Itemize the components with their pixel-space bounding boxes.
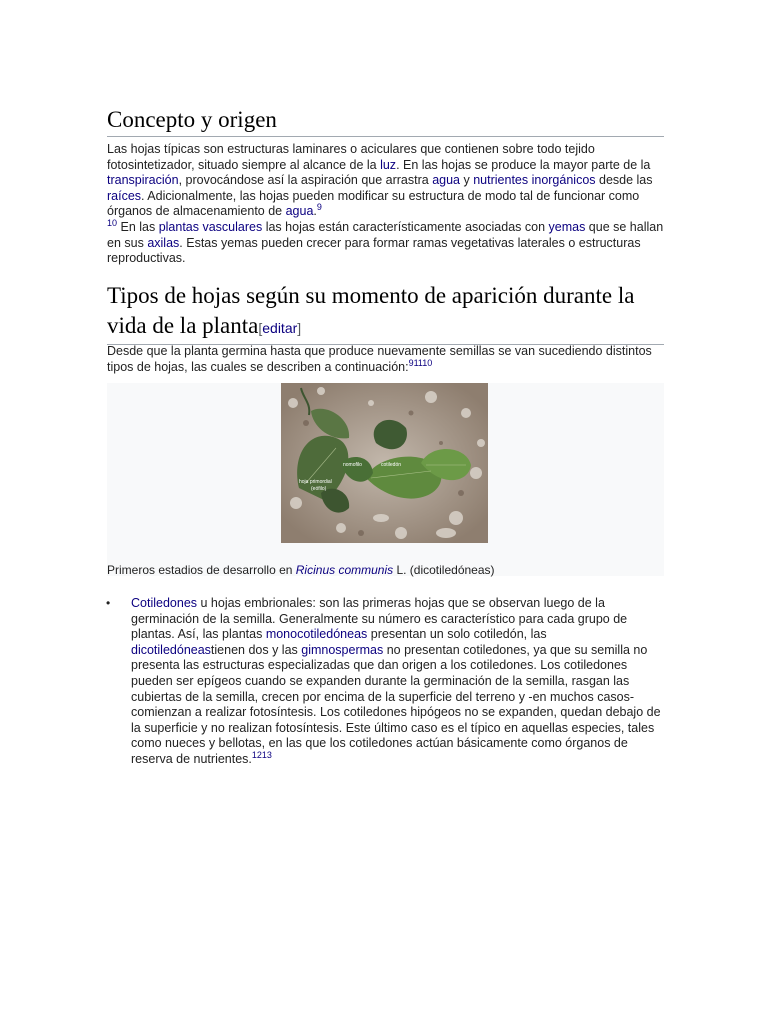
leaf-types-list xyxy=(107,596,664,768)
photo-label-nomofilo: nomofilo xyxy=(343,462,362,468)
link-nutrientes-inorganicos[interactable]: nutrientes inorgánicos xyxy=(473,173,596,188)
paragraph-tipos-intro: Desde que la planta germina hasta que produce nuevamente semillas se van sucediendo distintos tipos de hojas, las cuales se describen a continuación:$^{91110}$ xyxy=(107,344,652,374)
link-monocotiledoneas[interactable]: monocotiledóneas xyxy=(265,627,368,642)
edit-link[interactable]: editar xyxy=(262,320,298,336)
link-yemas[interactable]: yemas xyxy=(548,219,586,234)
photo-label-eofilo: (eófilo) xyxy=(311,486,327,492)
section-heading-tipos: Tipos de hojas según su momento de aparición durante la vida de la planta[editar] xyxy=(107,281,664,345)
edit-section-link: [editar] xyxy=(258,320,302,336)
ref-91110[interactable]: 91110 xyxy=(408,357,433,368)
link-ricinus-communis[interactable]: Ricinus communis xyxy=(295,563,394,577)
link-transpiracion[interactable]: transpiración xyxy=(107,173,179,188)
bullet-icon: • xyxy=(106,596,111,610)
list-item-cotiledones: • Cotiledones u hojas embrionales: son las primeras hojas que se observan luego de la germinación de la semilla. Generalmente su número es característico para cada grupo de plantas. Así, las plantas monocotiledóneas presentan un solo cotiledón, las dicotiledóneastienen dos y las gimnospermas no presentan cotiledones, ya que su semilla no presenta las estructuras especializadas que dan origen a los cotiledones. Los cotiledones pueden ser epígeos cuando se expanden durante la germinación de la semilla, rasgan las cubiertas de la semilla, crecen por encima de la superficie del terreno y -en muchos casos- comienzan a realizar fotosíntesis. Los cotiledones hipógeos no se expanden, quedan debajo de la superficie y no realizan fotosíntesis. Este último caso es el típico en aquellas especies, tales como nueces y bellotas, en las que los cotiledones actúan básicamente como órganos de reserva de nutrientes.$^{1213}$ xyxy=(106,596,661,766)
link-agua-2[interactable]: agua xyxy=(285,204,314,219)
figure-caption: Primeros estadios de desarrollo en Ricinus communis L. (dicotiledóneas) xyxy=(107,563,495,577)
link-luz[interactable]: luz xyxy=(380,157,397,172)
link-axilas[interactable]: axilas xyxy=(147,235,180,250)
ricinus-seedling-photo[interactable] xyxy=(281,383,488,543)
section-heading-concepto: Concepto y origen xyxy=(107,105,664,137)
link-raices[interactable]: raíces xyxy=(107,188,142,203)
ref-9[interactable]: 9 xyxy=(316,202,322,213)
link-dicotiledoneas[interactable]: dicotiledóneas xyxy=(131,642,211,657)
photo-label-hoja-primordial: hoja primordial xyxy=(299,479,332,485)
link-plantas-vasculares[interactable]: plantas vasculares xyxy=(158,219,263,234)
ref-10[interactable]: 10 xyxy=(107,217,118,228)
link-cotiledones[interactable]: Cotiledones xyxy=(131,596,198,610)
paragraph-concepto: Las hojas típicas son estructuras laminares o aciculares que contienen sobre todo tejido fotosintetizador, situado siempre al alcance de la luz. En las hojas se produce la mayor parte de la transpiración, provocándose así la aspiración que arrastra agua y nutrientes inorgánicos desde las raíces. Adicionalmente, las hojas pueden modificar su estructura de modo tal de funcionar como órganos de almacenamiento de agua.$^9$ $^{10}$ En las plantas vasculares las hojas están característicamente asociadas con yemas que se hallan en sus axilas. Estas yemas pueden crecer para formar ramas vegetativas laterales o estructuras reproductivas. xyxy=(107,142,664,266)
link-agua[interactable]: agua xyxy=(432,173,461,188)
link-gimnospermas[interactable]: gimnospermas xyxy=(301,642,384,657)
figure-ricinus xyxy=(107,383,664,576)
ref-1213[interactable]: 1213 xyxy=(251,749,272,760)
photo-label-cotiledon: cotiledón xyxy=(381,462,402,468)
